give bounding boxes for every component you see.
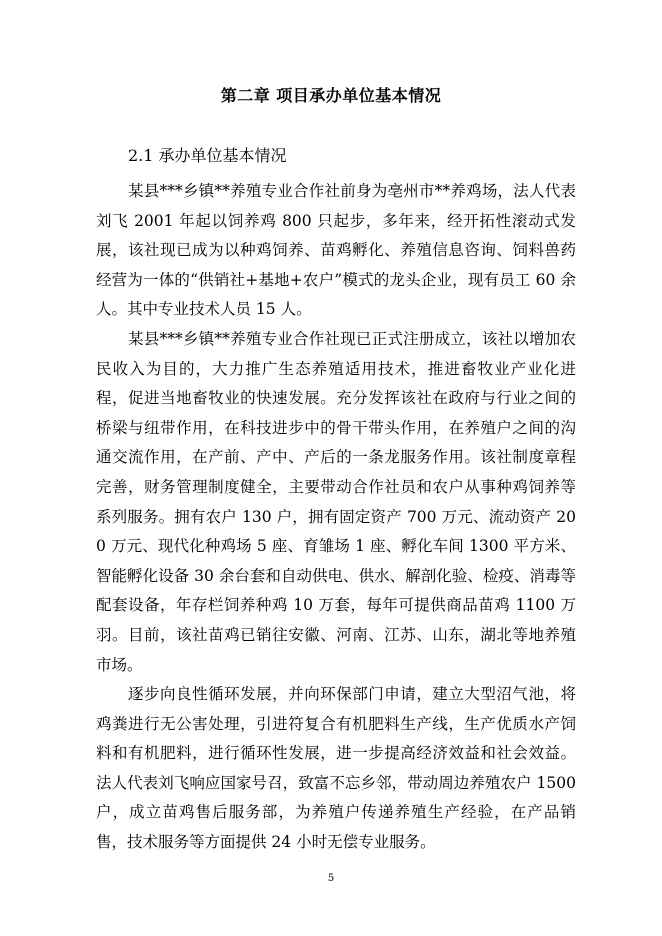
paragraph-2: 某县***乡镇**养殖专业合作社现已正式注册成立，该社以增加农民收入为目的，大力推广生态养殖适用技术，推进畜牧业产业化进程，促进当地畜牧业的快速发展。充分发挥该社在政府与行业之间的桥梁与纽带作用，在科技进步中的骨干带头作用，在养殖户之间的沟通交流作用，在产前、产中、产后的一条龙服务作用。该社制度章程完善，财务管理制度健全，主要带动合作社员和农户从事种鸡饲养等系列服务。拥有农户 130 户，拥有固定资产 700 万元、流动资产 200 万元、现代化种鸡场 5 座、育雏场 1 座、孵化车间 1300 平方米、智能孵化设备 30 余台套和自动供电、供水、解剖化验、检疫、消毒等配套设备，年存栏饲养种鸡 10 万套，每年可提供商品苗鸡 1100 万羽。目前，该社苗鸡已销往安徽、河南、江苏、山东，湖北等地养殖市场。 [96,329,576,674]
page-number: 5 [327,873,335,884]
paragraph-3: 逐步向良性循环发展，并向环保部门申请，建立大型沼气池，将鸡粪进行无公害处理，引进符复合有机肥料生产线，生产优质水产饲料和有机肥料，进行循环性发展，进一步提高经济效益和社会效益。法人代表刘飞响应国家号召，致富不忘乡邻，带动周边养殖农户 1500 户，成立苗鸡售后服务部，为养殖户传递养殖生产经验，在产品销售，技术服务等方面提供 24 小时无偿专业服务。 [96,685,576,852]
paragraph-1: 某县***乡镇**养殖专业合作社前身为亳州市**养鸡场，法人代表刘飞 2001 年起以饲养鸡 800 只起步，多年来，经开拓性滚动式发展，该社现已成为以种鸡饲养、苗鸡孵化、养殖信息咨询、饲料兽药经营为一体的“供销社+基地+农户”模式的龙头企业，现有员工 60 余人。其中专业技术人员 15 人。 [96,182,576,319]
chapter-title: 第二章 项目承办单位基本情况 [220,86,442,105]
section-title: 2.1 承办单位基本情况 [128,146,287,165]
body-text [96,177,576,858]
